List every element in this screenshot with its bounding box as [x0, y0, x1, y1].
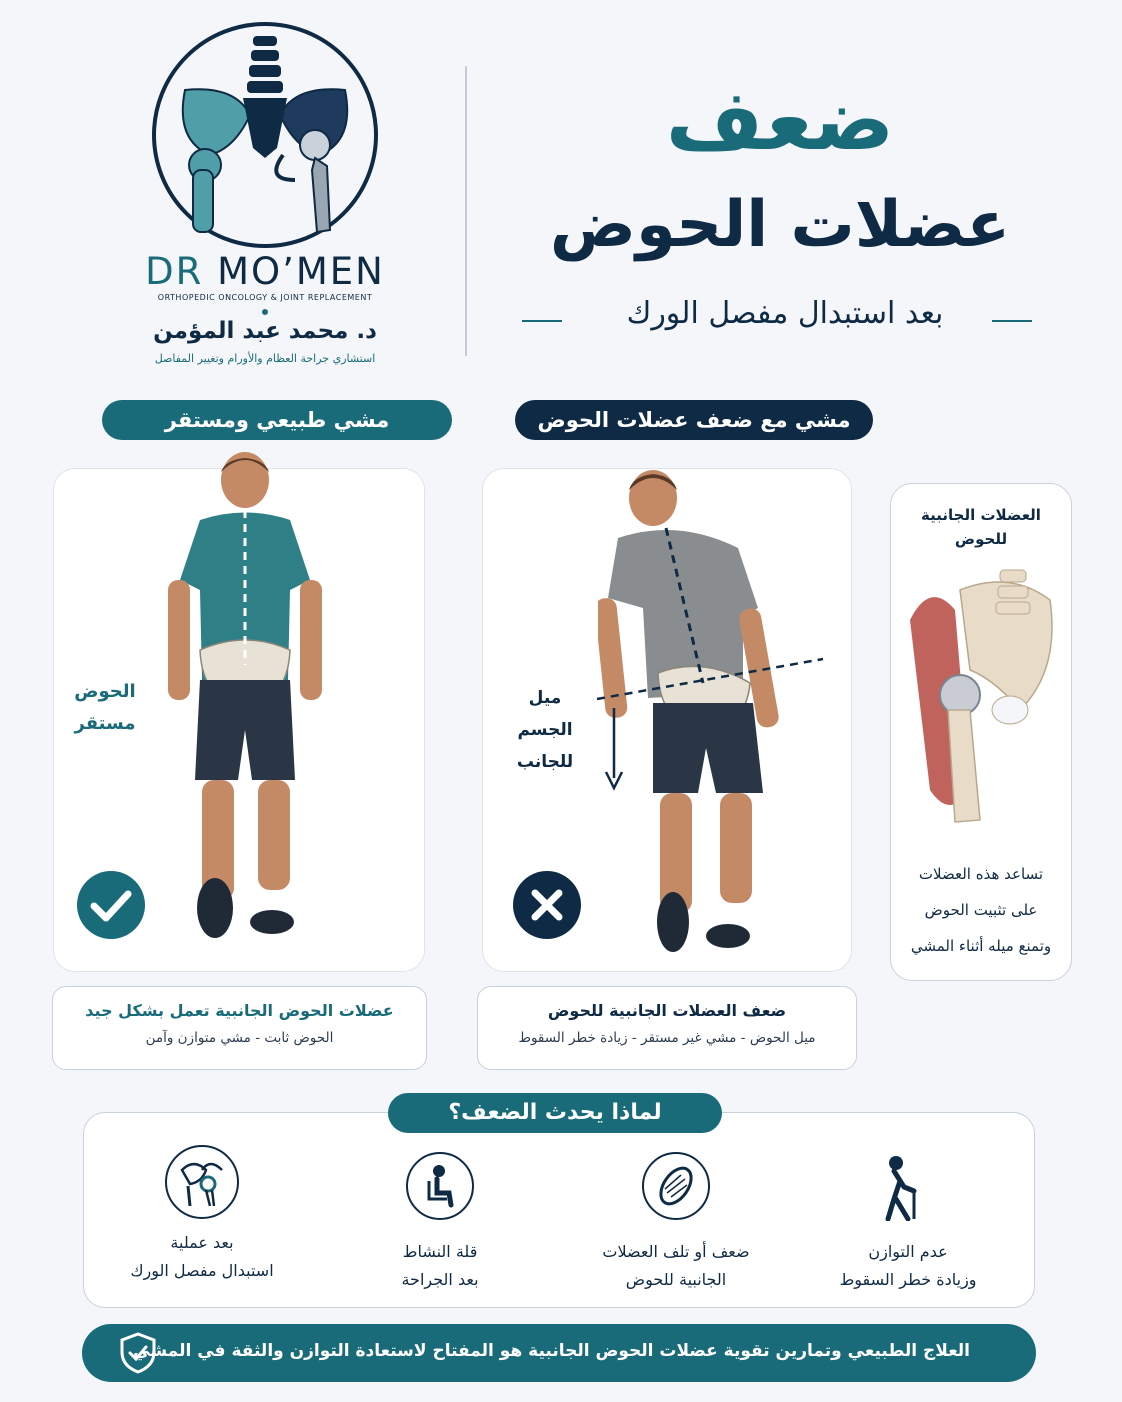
anatomy-description: تساعد هذه العضلات على تثبيت الحوض وتمنع ميله أثناء المشي — [910, 865, 1052, 955]
normal-caption-title: عضلات الحوض الجانبية تعمل بشكل جيد — [85, 1001, 394, 1020]
reason-label: بعد عملية استبدال مفصل الورك — [130, 1233, 274, 1280]
x-icon — [512, 870, 582, 940]
reason-label: قلة النشاط بعد الجراحة — [401, 1242, 479, 1289]
hip-anatomy-illustration — [900, 560, 1064, 830]
seated-person-icon — [406, 1152, 474, 1220]
weak-caption-sub: ميل الحوض - مشي غير مستقر - زيادة خطر السقوط — [518, 1030, 816, 1046]
reason-label: عدم التوازن وزيادة خطر السقوط — [839, 1242, 977, 1289]
weak-caption — [477, 986, 857, 1070]
pelvis-logo-icon — [165, 30, 365, 240]
normal-walker-figure — [160, 450, 330, 950]
normal-side-label: الحوض مستقر — [74, 681, 136, 734]
reason-item — [335, 1152, 545, 1294]
doctor-name: د. محمد عبد المؤمن — [153, 318, 377, 344]
weak-caption-title: ضعف العضلات الجانبية للحوض — [547, 1001, 787, 1020]
weak-side-label: ميل الجسم للجانب — [516, 688, 574, 772]
anatomy-title: العضلات الجانبية للحوض — [921, 506, 1041, 548]
normal-caption-sub: الحوض ثابت - مشي متوازن وآمن — [145, 1030, 334, 1046]
page-title-line1: ضعف — [665, 71, 895, 169]
page-subtitle: بعد استبدال مفصل الورك — [626, 296, 944, 331]
check-icon — [76, 870, 146, 940]
header-divider — [465, 66, 467, 356]
hip-joint-icon — [165, 1145, 239, 1219]
reason-item — [803, 1152, 1013, 1294]
footer-text: العلاج الطبيعي وتمارين تقوية عضلات الحوض الجانبية هو المفتاح لاستعادة التوازن والثقة في المشي — [133, 1341, 970, 1361]
elderly-walker-icon — [874, 1152, 942, 1220]
doctor-title: استشاري جراحة العظام والأورام وتغيير المفاصل — [154, 352, 376, 365]
divider-dot — [262, 309, 268, 315]
brand-name: DR MO’MEN — [145, 250, 385, 293]
reason-item — [97, 1145, 307, 1285]
pill-normal-walk: مشي طبيعي ومستقر — [102, 400, 452, 440]
footer-banner — [82, 1324, 1036, 1382]
brand-tagline: ORTHOPEDIC ONCOLOGY & JOINT REPLACEMENT — [157, 293, 373, 302]
pill-reasons: لماذا يحدث الضعف؟ — [388, 1093, 722, 1133]
subtitle-dash-right — [992, 320, 1032, 322]
subtitle-dash-left — [522, 320, 562, 322]
weak-walker-figure — [598, 458, 798, 958]
muscle-icon — [642, 1152, 710, 1220]
reason-label: ضعف أو تلف العضلات الجانبية للحوض — [602, 1242, 750, 1289]
down-arrow-icon — [602, 706, 626, 792]
tilt-line — [595, 655, 827, 705]
page-title-line2: عضلات الحوض — [549, 188, 1011, 262]
reason-item — [571, 1152, 781, 1294]
pill-weak-walk: مشي مع ضعف عضلات الحوض — [515, 400, 873, 440]
normal-caption — [52, 986, 427, 1070]
